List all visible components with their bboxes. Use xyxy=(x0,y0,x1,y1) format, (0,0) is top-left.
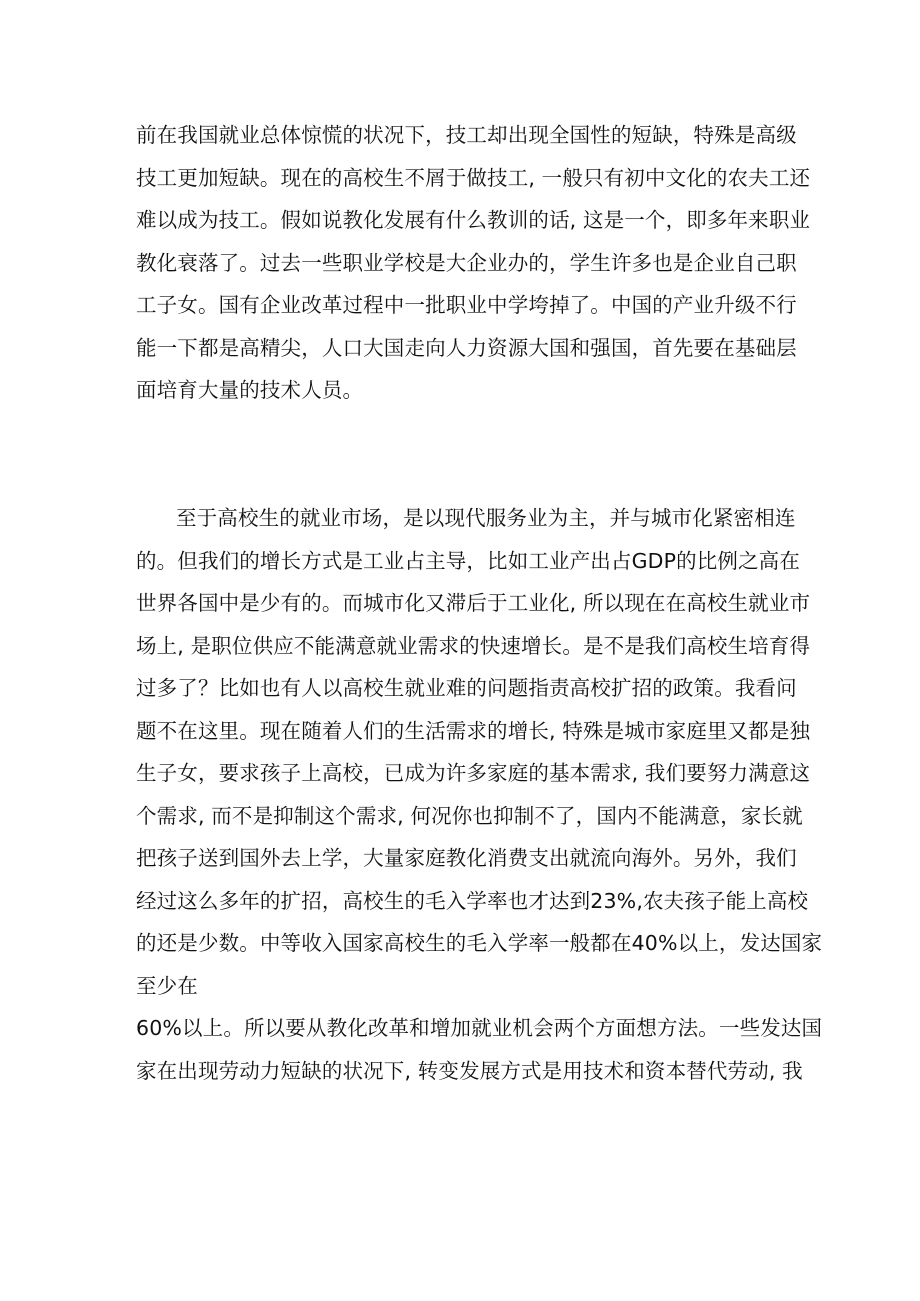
paragraph-1-line-7: 面培育大量的技术人员。 xyxy=(136,378,364,402)
paragraph-1-line-6: 能一下都是高精尖，人口大国走向人力资源大国和强国，首先要在基础层 xyxy=(136,335,797,360)
paragraph-2-line-9: 把孩子送到国外去上学，大量家庭教化消费支出就流向海外。另外，我们 xyxy=(136,846,797,870)
paragraph-2-line-6: 题不在这里。现在随着人们的生活需求的增长, 特殊是城市家庭里又都是独 xyxy=(136,718,811,743)
paragraph-2-line-2: 的。但我们的增长方式是工业占主导，比如工业产出占GDP的比例之高在 xyxy=(136,548,800,573)
paragraph-2-line-12: 至少在 xyxy=(136,973,198,998)
paragraph-2-line-7: 生子女，要求孩子上高校，已成为许多家庭的基本需求, 我们要努力满意这 xyxy=(136,761,811,785)
paragraph-1-line-1: 前在我国就业总体惊慌的状况下，技工却出现全国性的短缺，特殊是高级 xyxy=(136,123,797,147)
paragraph-1-line-3: 难以成为技工。假如说教化发展有什么教训的话, 这是一个，即多年来职业 xyxy=(136,208,811,232)
paragraph-2-line-8: 个需求, 而不是抑制这个需求, 何况你也抑制不了，国内不能满意，家长就 xyxy=(136,803,803,828)
paragraph-2-line-1: 至于高校生的就业市场，是以现代服务业为主，并与城市化紧密相连 xyxy=(176,506,796,530)
paragraph-2-line-3: 世界各国中是少有的。而城市化又滞后于工业化, 所以现在在高校生就业市 xyxy=(136,591,811,615)
paragraph-2-line-13: 60%以上。所以要从教化改革和增加就业机会两个方面想方法。一些发达国 xyxy=(136,1016,823,1040)
paragraph-1-line-5: 工子女。国有企业改革过程中一批职业中学垮掉了。中国的产业升级不行 xyxy=(136,293,797,317)
paragraph-2-line-11: 的还是少数。中等收入国家高校生的毛入学率一般都在40%以上，发达国家 xyxy=(136,931,823,955)
paragraph-1-line-2: 技工更加短缺。现在的高校生不屑于做技工, 一般只有初中文化的农夫工还 xyxy=(136,165,811,190)
paragraph-2-line-10: 经过这么多年的扩招，高校生的毛入学率也才达到23%,农夫孩子能上高校 xyxy=(136,888,809,913)
paragraph-2-line-14: 家在出现劳动力短缺的状况下, 转变发展方式是用技术和资本替代劳动, 我 xyxy=(136,1058,803,1083)
paragraph-1 xyxy=(136,114,811,412)
paragraph-2 xyxy=(136,497,823,1092)
paragraph-2-line-4: 场上, 是职位供应不能满意就业需求的快速增长。是不是我们高校生培育得 xyxy=(136,633,811,658)
paragraph-2-line-5: 过多了？比如也有人以高校生就业难的问题指责高校扩招的政策。我看问 xyxy=(136,676,797,700)
paragraph-1-line-4: 教化衰落了。过去一些职业学校是大企业办的，学生许多也是企业自己职 xyxy=(136,250,797,275)
